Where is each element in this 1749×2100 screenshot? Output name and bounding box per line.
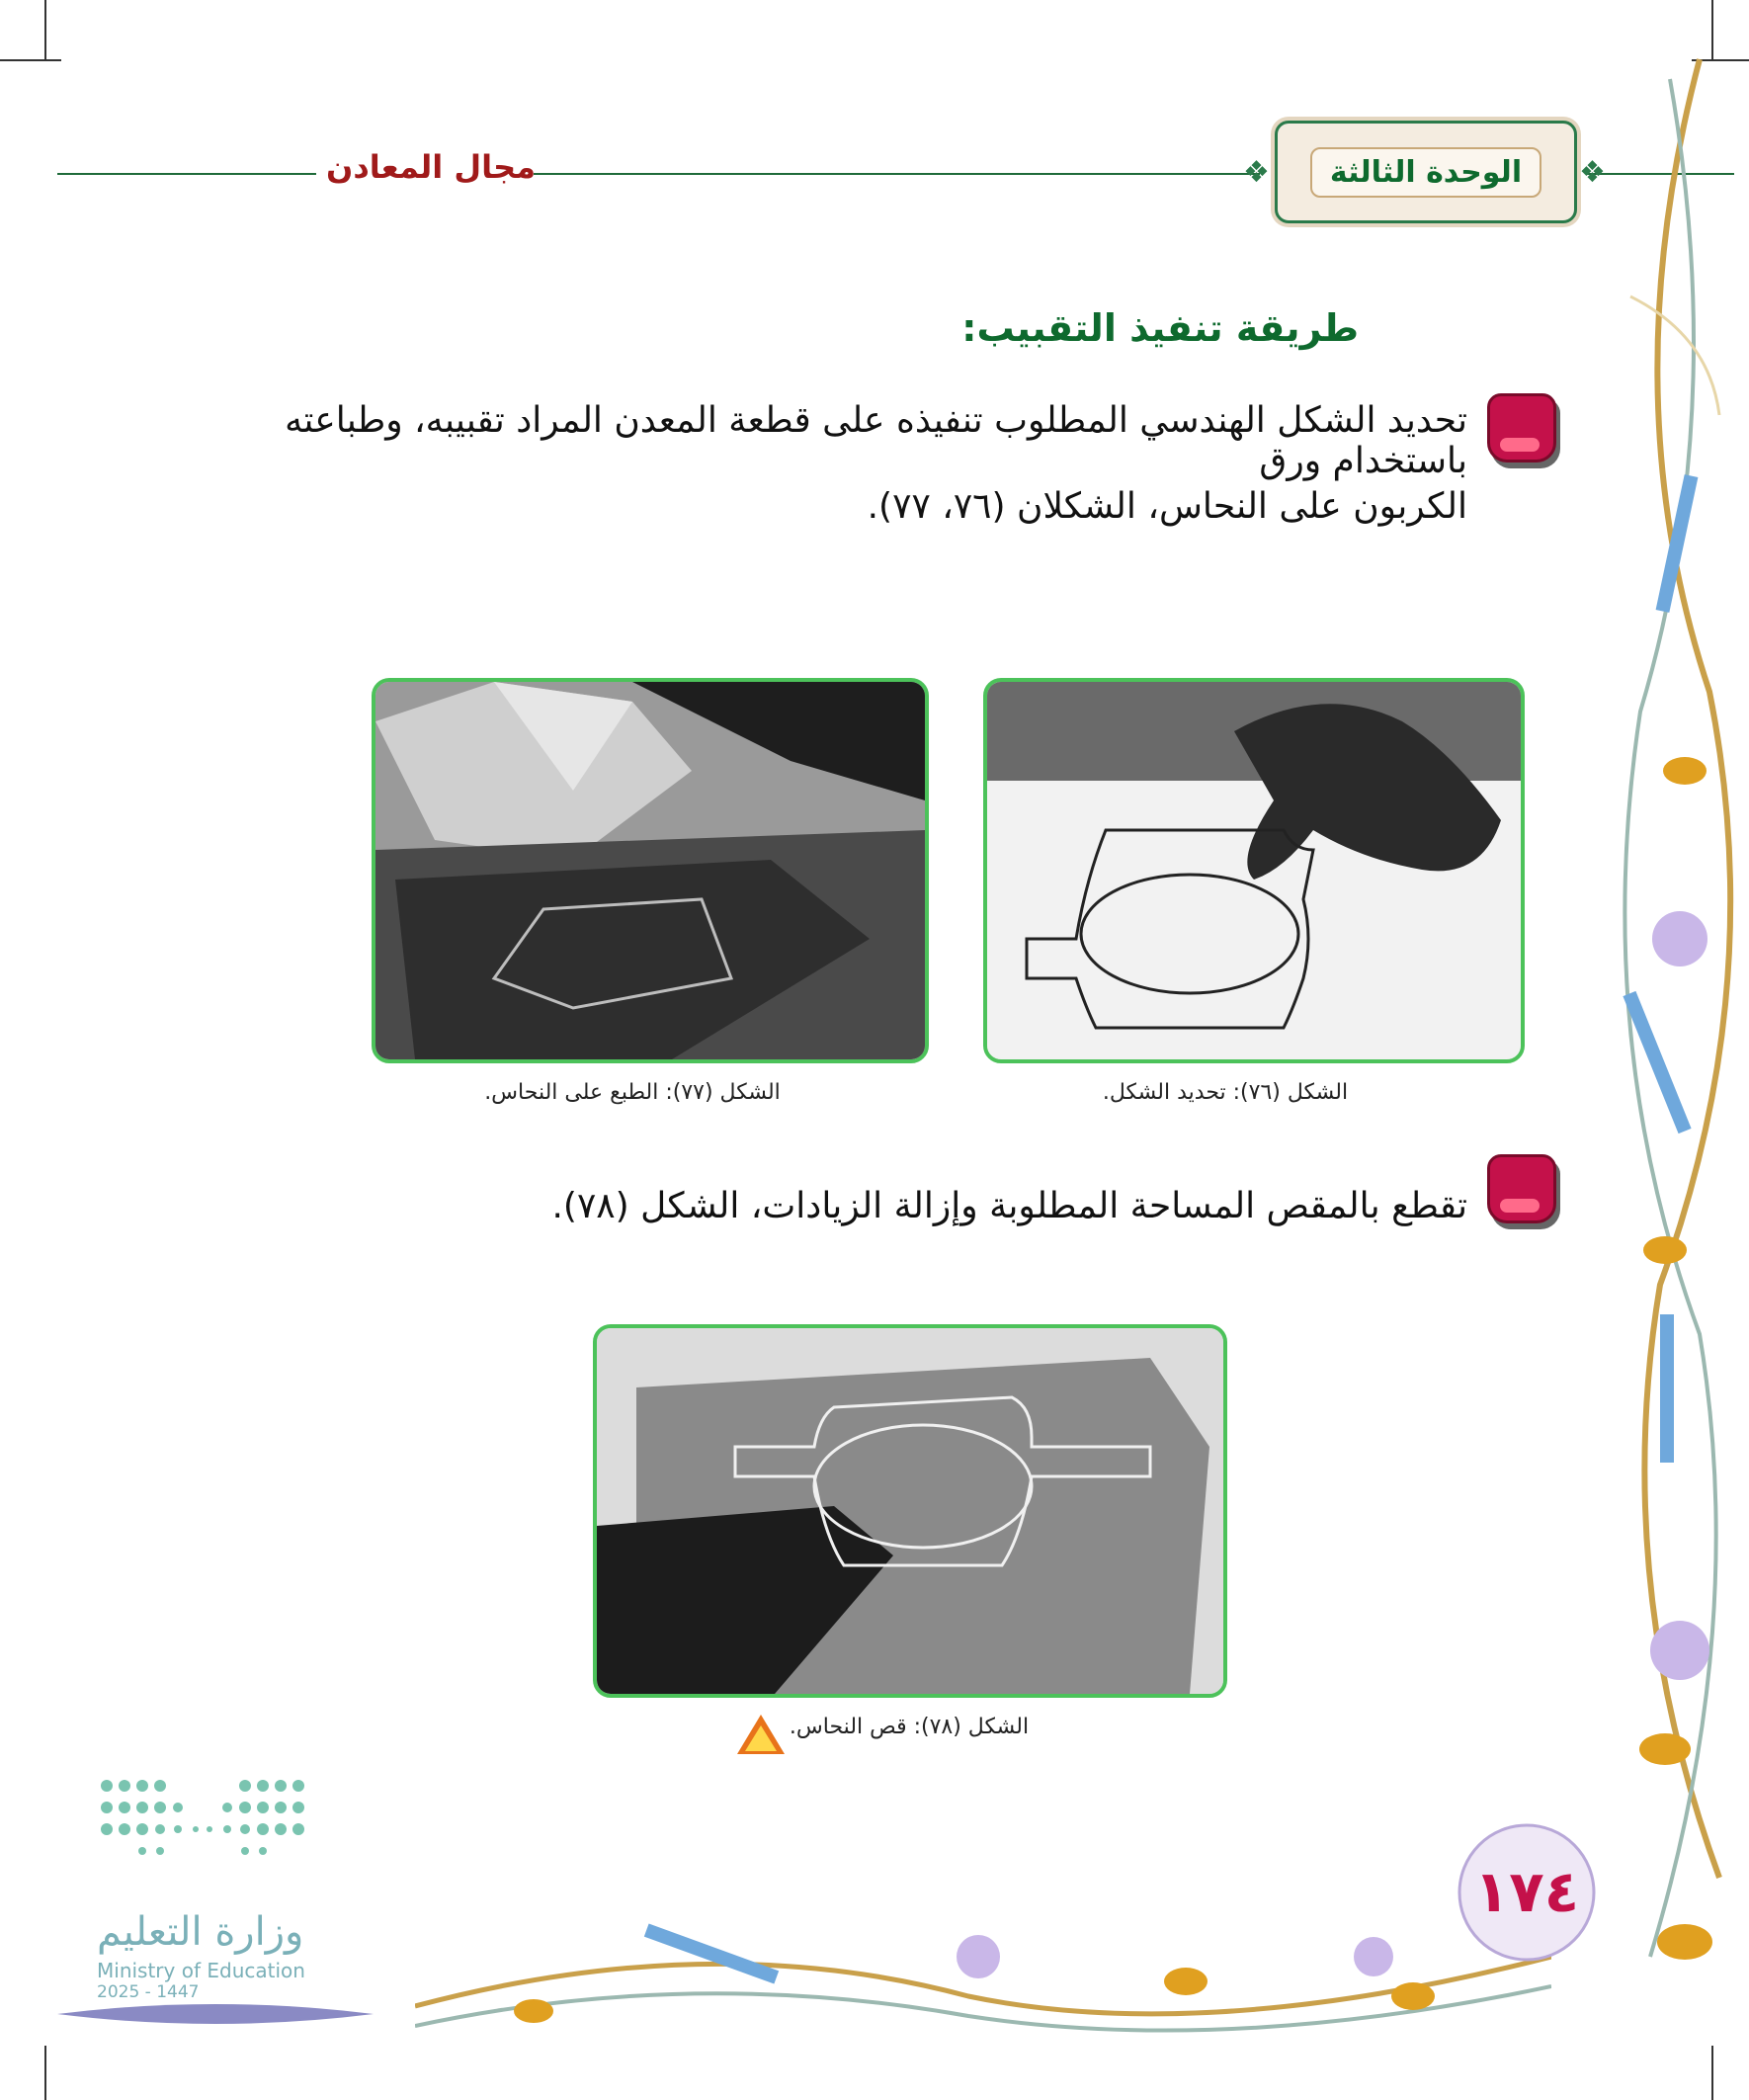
figure-77-caption: الشكل (٧٧): الطبع على النحاس.	[484, 1080, 781, 1105]
figure-77-photo	[372, 678, 929, 1063]
step2-text: تقطع بالمقص المساحة المطلوبة وإزالة الزيادات، الشكل (٧٨).	[551, 1186, 1467, 1226]
section-name: مجال المعادن	[326, 148, 537, 186]
figure-76-photo	[983, 678, 1525, 1063]
step1-line1: تحديد الشكل الهندسي المطلوب تنفيذه على قطعة المعدن المراد تقبيبه، وطباعته باستخدام ورق	[285, 400, 1467, 481]
hand-bullet-icon	[1487, 393, 1556, 462]
unit-plaque	[1275, 121, 1577, 223]
unit-plaque-inner	[1310, 147, 1541, 198]
page-number: ١٧٤	[1473, 1858, 1580, 1925]
ministry-name-en: Ministry of Education	[97, 1959, 305, 1982]
ornament-icon: ❖	[1243, 155, 1270, 190]
ornament-icon: ❖	[1579, 155, 1606, 190]
unit-title: الوحدة الثالثة	[1329, 154, 1523, 190]
warning-triangle-inner	[745, 1725, 777, 1751]
header-rule-middle	[534, 173, 1260, 175]
crop-mark	[44, 0, 46, 61]
bottom-decoration	[415, 1897, 1551, 2046]
section-title: طريقة تنفيذ التقبيب:	[961, 306, 1359, 350]
ministry-logo-icon	[97, 1774, 309, 1873]
decorative-border	[1551, 0, 1749, 2100]
crop-mark	[0, 59, 61, 61]
figure-76-caption: الشكل (٧٦): تحديد الشكل.	[1102, 1080, 1349, 1105]
ministry-year: 2025 - 1447	[97, 1982, 200, 2002]
figure-76-drawing	[987, 682, 1521, 1059]
figure-78-drawing	[597, 1328, 1223, 1694]
figure-78-caption: الشكل (٧٨): قص النحاس.	[789, 1715, 1030, 1739]
ministry-name-ar: وزارة التعليم	[97, 1909, 304, 1955]
hand-bullet-icon	[1487, 1154, 1556, 1223]
crop-mark	[44, 2046, 46, 2100]
figure-78-photo	[593, 1324, 1227, 1698]
header-rule-left	[57, 173, 316, 175]
step1-line2: الكربون على النحاس، الشكلان (٧٦، ٧٧).	[867, 486, 1467, 527]
figure-77-drawing	[375, 682, 925, 1059]
